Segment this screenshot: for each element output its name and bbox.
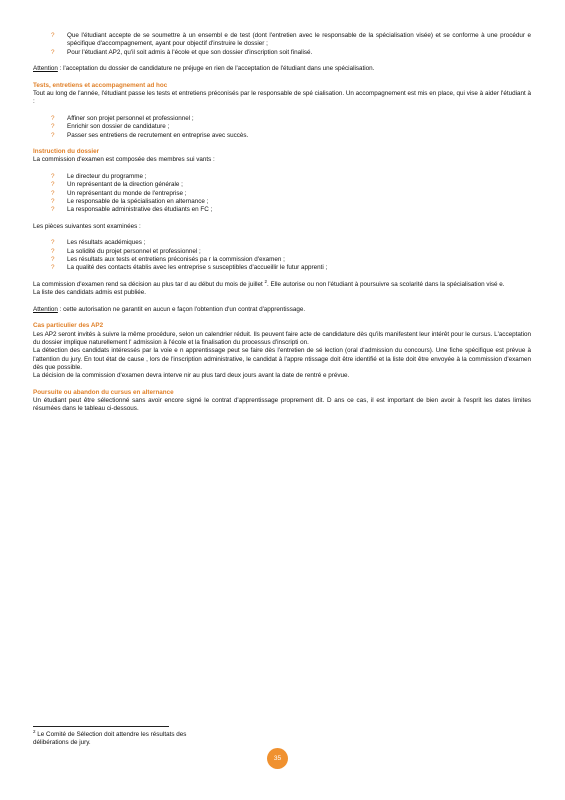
bullet-icon: ? [51,197,55,205]
list-item [33,123,531,131]
list-item [33,198,531,206]
section-heading-instruction: Instruction du dossier [33,148,100,156]
tests-body: Tout au long de l'année, l'étudiant passe les tests et entretiens préconisés par le responsable de spé cialisation. Un accompagnement est mis en place, qui vise à aider l'étudiant à : [33,90,531,106]
decision-after: . Elle autorise ou non l'étudiant à poursuivre sa scolarité dans la spécialisation visé e. [267,280,505,288]
pieces-list [33,239,531,272]
list-item-text: Le responsable de la spécialisation en alternance ; [67,197,209,205]
bullet-icon: ? [51,48,55,56]
ap2-paragraph-1: Les AP2 seront invités à suivre la même procédure, selon un calendrier réduit. Ils peuvent faire acte de candidature dès qu'ils manifestent leur intérêt pour le cursus. L'acceptation du dossier implique naturellement l' admission à l'école et la finalisation du processus d'inscripti on. [33,330,531,346]
list-item [33,264,531,272]
list-item [33,206,531,214]
instruction-body: La commission d'examen est composée des membres sui vants : [33,156,215,164]
attention-note-2 [33,306,531,314]
bullet-icon: ? [51,239,55,247]
list-item [33,239,531,247]
tests-list [33,115,531,140]
decision-text [33,278,531,289]
footnote-marker: 2 [33,729,36,734]
list-item-text: Un représentant de la direction générale ; [67,181,183,189]
footnote-divider [33,726,169,727]
pieces-intro: Les pièces suivantes sont examinées : [33,222,141,230]
bullet-icon: ? [51,206,55,214]
section-heading-poursuite: Poursuite ou abandon du cursus en alternance [33,388,174,396]
list-item-text: Affiner son projet personnel et professionnel ; [67,114,194,122]
bullet-icon: ? [51,114,55,122]
list-item [33,256,531,264]
members-list [33,173,531,214]
bullet-icon: ? [51,32,55,39]
bullet-icon: ? [51,256,55,264]
bullet-icon: ? [51,181,55,189]
list-item [33,132,531,140]
attention-text: : l'acceptation du dossier de candidature ne préjuge en rien de l'acceptation de l'étudiant dans une spécialisation. [57,65,375,73]
list-item [33,115,531,123]
list-item-text: Pour l'étudiant AP2, qu'il soit admis à l'école et que son dossier d'inscription soit finalisé. [67,48,313,56]
list-item [33,32,531,49]
intro-list [33,32,531,57]
document-page [33,32,531,422]
list-item-text: Le directeur du programme ; [67,173,147,181]
attention-note-1 [33,65,531,73]
list-item-text: La qualité des contacts établis avec les entreprise s susceptibles d'accueillir le futur apprenti ; [67,264,328,272]
list-published: La liste des candidats admis est publiée. [33,289,147,297]
list-item-text: Passer ses entretiens de recrutement en entreprise avec succès. [67,131,249,139]
decision-before: La commission d'examen rend sa décision au plus tar d au début du mois de juillet [33,280,265,288]
bullet-icon: ? [51,131,55,139]
attention-label: Attention [33,65,58,73]
list-item [33,173,531,181]
section-heading-ap2: Cas particulier des AP2 [33,322,104,330]
footnote [33,731,213,748]
attention-text-2: : cette autorisation ne garantit en aucun e façon l'obtention d'un contrat d'apprentissage. [57,305,306,313]
bullet-icon: ? [51,189,55,197]
footnote-ref: 2 [264,278,268,284]
list-item-text: Un représentant du monde de l'entreprise ; [67,189,187,197]
bullet-icon: ? [51,264,55,272]
list-item [33,181,531,189]
section-heading-tests: Tests, entretiens et accompagnement ad hoc [33,81,168,89]
list-item-text: Les résultats aux tests et entretiens préconisés pa r la commission d'examen ; [67,256,285,264]
ap2-paragraph-2: La détection des candidats intéressés par la voie e n apprentissage peut se faire dès l'entretien de sé lection (oral d'admission du concours). Une fiche spécifique est prévue à l'attention du jury. En tout état de cause , lors de l'inscription administrative, le candidat à l'appre ntissage doit être identifié et la liste doit être envoyée à la commission d'examen dès que possible. [33,347,531,371]
list-item-text: Les résultats académiques ; [67,239,146,247]
bullet-icon: ? [51,173,55,181]
page-number-badge: 35 [267,748,288,769]
list-item-text: La responsable administrative des étudiants en FC ; [67,206,213,214]
list-item-text: Que l'étudiant accepte de se soumettre à un ensembl e de test (dont l'entretien avec le responsable de la spécialisation visée) et se conforme à une procédur e spécifique d'accompagnement, ayant pour objectif d'instruire le dossier ; [67,32,531,48]
ap2-paragraph-3: La décision de la commission d'examen devra interve nir au plus tard deux jours avant la date de rentré e prévue. [33,372,350,380]
footnote-text: Le Comité de Sélection doit attendre les résultats des délibérations de jury. [33,731,187,747]
list-item [33,190,531,198]
bullet-icon: ? [51,247,55,255]
attention-label-2: Attention [33,305,58,313]
list-item-text: La solidité du projet personnel et professionnel ; [67,247,201,255]
list-item [33,49,531,57]
poursuite-body: Un étudiant peut être sélectionné sans avoir encore signé le contrat d'apprentissage proprement dit. D ans ce cas, il est important de bien avoir à l'esprit les dates limites résumées dans le tableau ci-dessous. [33,397,531,413]
bullet-icon: ? [51,123,55,131]
list-item-text: Enrichir son dossier de candidature ; [67,123,170,131]
list-item [33,248,531,256]
